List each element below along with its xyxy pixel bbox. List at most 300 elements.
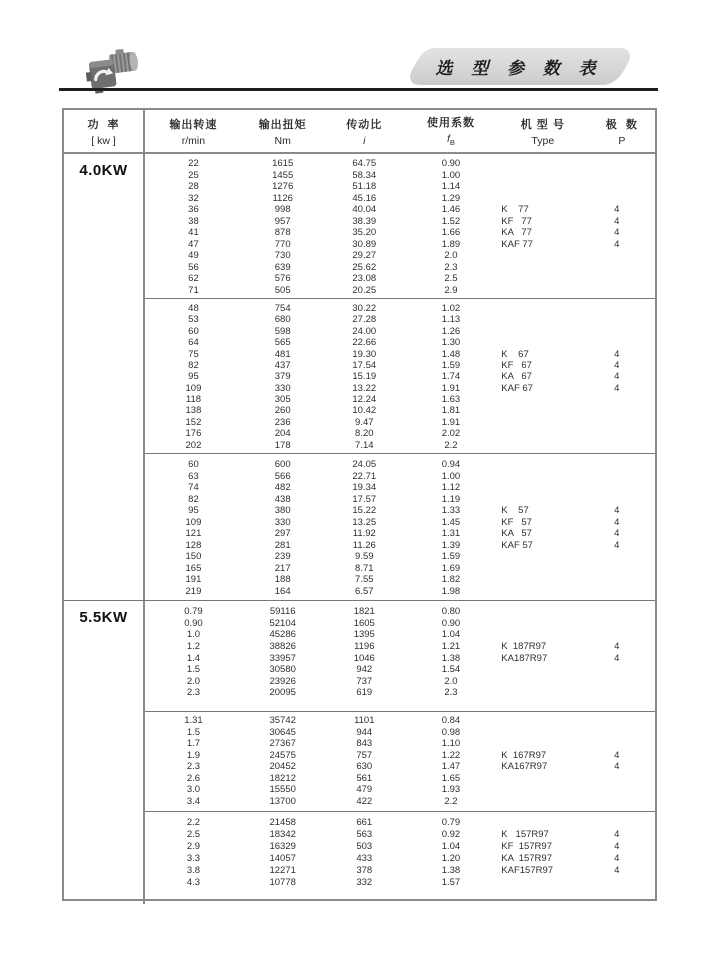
cell-speed: 1.5 (186, 664, 201, 676)
cell-service-factor: 1.00 (441, 470, 461, 482)
cell-torque: 754 (274, 302, 291, 314)
cell-ratio: 23.08 (352, 273, 377, 284)
table-row (145, 417, 655, 428)
cell-ratio: 332 (356, 877, 373, 889)
cell-torque: 38826 (269, 640, 296, 652)
cell-speed: 71 (188, 284, 199, 296)
cell-service-factor: 1.54 (441, 664, 461, 676)
cell-poles: 4 (614, 516, 620, 528)
cell-type: KAF157R97 (501, 865, 554, 877)
cell-speed: 3.3 (186, 853, 201, 865)
cell-ratio: 433 (356, 853, 373, 865)
cell-speed: 1.5 (186, 726, 201, 738)
table-row (145, 170, 655, 182)
table-row (145, 239, 655, 251)
cell-ratio: 24.00 (352, 325, 377, 337)
cell-torque: 35742 (269, 715, 296, 726)
cell-torque: 878 (274, 227, 291, 238)
cell-poles: 4 (614, 841, 620, 853)
cell-torque: 30645 (269, 726, 296, 738)
table-row (145, 383, 655, 394)
cell-speed: 2.3 (186, 687, 201, 699)
header-poles: 极 数 P (605, 118, 638, 147)
cell-torque: 379 (274, 371, 291, 383)
cell-ratio: 1605 (353, 617, 375, 629)
cell-torque: 1615 (272, 158, 294, 169)
cell-service-factor: 1.59 (441, 551, 461, 562)
table-row (145, 563, 655, 575)
power-section (64, 600, 655, 904)
cell-speed: 60 (188, 459, 199, 470)
cell-service-factor: 1.10 (441, 738, 461, 749)
cell-poles: 4 (614, 640, 620, 652)
cell-ratio: 9.47 (355, 416, 374, 428)
cell-ratio: 378 (356, 865, 373, 877)
cell-service-factor: 1.02 (441, 302, 461, 314)
cell-speed: 62 (188, 273, 199, 284)
cell-service-factor: 0.98 (441, 726, 461, 738)
cell-service-factor: 0.94 (441, 459, 461, 470)
cell-torque: 576 (274, 273, 291, 284)
cell-service-factor: 1.59 (441, 359, 461, 371)
cell-ratio: 1196 (354, 640, 375, 652)
cell-torque: 24575 (269, 749, 296, 761)
cell-speed: 3.8 (186, 865, 201, 877)
cell-speed: 2.5 (186, 829, 201, 841)
cell-type: KA 157R97 (501, 853, 552, 865)
table-row (145, 750, 655, 762)
cell-type: KAF 67 (501, 382, 533, 394)
cell-ratio: 10.42 (352, 405, 377, 417)
cell-ratio: 479 (356, 784, 373, 795)
table-body (64, 154, 655, 904)
cell-torque: 217 (274, 562, 291, 574)
cell-ratio: 15.22 (352, 505, 377, 516)
cell-speed: 121 (185, 528, 202, 539)
table-row (145, 314, 655, 325)
cell-type: K 187R97 (501, 640, 547, 652)
cell-ratio: 11.92 (352, 528, 376, 539)
table-row (145, 337, 655, 348)
cell-torque: 13700 (269, 795, 296, 807)
cell-speed: 0.79 (184, 606, 203, 618)
table-row (145, 303, 655, 314)
cell-speed: 74 (188, 482, 199, 493)
cell-poles: 4 (614, 749, 620, 761)
cell-service-factor: 1.29 (441, 192, 461, 204)
cell-speed: 2.0 (186, 675, 201, 687)
cell-service-factor: 1.39 (441, 539, 461, 551)
cell-ratio: 30.89 (352, 238, 377, 250)
table-row (145, 394, 655, 405)
cell-torque: 770 (274, 238, 291, 250)
cell-torque: 178 (274, 439, 291, 451)
ratio-group (145, 711, 655, 811)
cell-type: K 167R97 (501, 749, 547, 761)
cell-speed: 2.3 (186, 761, 201, 772)
cell-type: K 157R97 (501, 829, 549, 841)
cell-ratio: 30.22 (352, 302, 377, 314)
table-row (145, 606, 655, 618)
table-row (145, 841, 655, 853)
cell-poles: 4 (614, 829, 620, 841)
cell-service-factor: 1.30 (441, 337, 461, 349)
cell-torque: 566 (274, 470, 291, 482)
cell-type: K 57 (501, 505, 529, 516)
cell-ratio: 35.20 (352, 227, 377, 238)
cell-ratio: 17.54 (352, 359, 377, 371)
cell-type: KA167R97 (501, 761, 548, 772)
ratio-group (145, 811, 655, 904)
cell-torque: 380 (274, 505, 291, 516)
cell-type: KAF 77 (501, 238, 533, 250)
cell-speed: 4.3 (186, 877, 201, 889)
cell-torque: 305 (274, 394, 291, 406)
cell-poles: 4 (614, 528, 620, 539)
cell-torque: 565 (274, 337, 291, 349)
header-service-factor: 使用系数 $f_B$ (426, 117, 475, 148)
cell-speed: 2.6 (186, 772, 201, 784)
cell-poles: 4 (614, 227, 620, 238)
table-row (145, 158, 655, 170)
cell-service-factor: 1.65 (441, 772, 461, 784)
cell-ratio: 17.57 (352, 493, 377, 505)
cell-service-factor: 1.12 (441, 482, 461, 493)
cell-ratio: 1046 (353, 652, 375, 664)
cell-ratio: 24.05 (352, 459, 377, 470)
cell-speed: 49 (188, 250, 199, 261)
cell-speed: 1.2 (186, 640, 201, 652)
header-torque: 输出扭矩 Nm (258, 118, 307, 147)
table-row (145, 761, 655, 773)
header-power (64, 110, 145, 152)
ratio-group (145, 453, 655, 600)
cell-service-factor: 1.89 (441, 238, 461, 250)
cell-service-factor: 1.66 (441, 227, 461, 238)
cell-service-factor: 1.69 (441, 562, 461, 574)
cell-torque: 164 (274, 585, 291, 597)
cell-ratio: 19.30 (352, 348, 377, 360)
table-row (145, 829, 655, 841)
table-header-row (64, 110, 655, 154)
cell-service-factor: 1.14 (441, 181, 461, 192)
cell-speed: 38 (188, 215, 199, 227)
cell-ratio: 757 (356, 749, 373, 761)
cell-torque: 204 (274, 428, 291, 440)
cell-torque: 482 (274, 482, 291, 493)
cell-service-factor: 2.5 (444, 273, 458, 284)
cell-ratio: 630 (356, 761, 373, 772)
cell-ratio: 58.34 (352, 169, 377, 181)
table-row (145, 618, 655, 630)
cell-torque: 598 (274, 325, 291, 337)
cell-poles: 4 (614, 865, 620, 877)
table-row (145, 574, 655, 586)
table-row (145, 285, 655, 297)
cell-type: KA 57 (501, 528, 532, 539)
table-row (145, 471, 655, 483)
cell-type: KF 67 (501, 359, 532, 371)
table-row (145, 216, 655, 228)
cell-ratio: 51.18 (352, 181, 377, 192)
cell-speed: 48 (188, 302, 199, 314)
cell-service-factor: 2.02 (441, 428, 461, 440)
cell-speed: 36 (188, 204, 199, 215)
cell-speed: 1.0 (186, 629, 201, 641)
cell-speed: 95 (188, 505, 199, 516)
cell-ratio: 11.26 (352, 539, 376, 551)
cell-speed: 128 (185, 539, 202, 551)
cell-torque: 30580 (269, 664, 296, 676)
table-row (145, 784, 655, 796)
cell-service-factor: 1.38 (441, 865, 461, 877)
table-row (145, 586, 655, 598)
cell-type: KA 77 (501, 227, 532, 238)
cell-speed: 0.90 (184, 617, 203, 629)
cell-ratio: 563 (356, 829, 373, 841)
cell-torque: 438 (274, 493, 291, 505)
table-row (145, 853, 655, 865)
cell-service-factor: 2.2 (444, 795, 458, 807)
cell-service-factor: 1.38 (441, 652, 461, 664)
cell-ratio: 64.75 (352, 158, 377, 169)
cell-torque: 59116 (269, 606, 296, 618)
table-row (145, 494, 655, 506)
cell-poles: 4 (614, 853, 620, 865)
cell-ratio: 13.22 (352, 382, 377, 394)
cell-ratio: 22.71 (352, 470, 377, 482)
cell-service-factor: 1.00 (441, 169, 461, 181)
cell-poles: 4 (614, 371, 620, 383)
cell-speed: 1.31 (184, 715, 203, 726)
table-row (145, 262, 655, 274)
table-row (145, 250, 655, 262)
header-speed: 输出转速 r/min (169, 118, 218, 147)
table-row (145, 204, 655, 216)
cell-poles: 4 (614, 348, 620, 360)
header-type: 机 型 号 Type (520, 118, 565, 147)
cell-poles: 4 (614, 382, 620, 394)
cell-torque: 188 (274, 574, 291, 585)
cell-torque: 236 (274, 416, 291, 428)
cell-speed: 1.7 (186, 738, 201, 749)
ratio-group (145, 154, 655, 298)
cell-torque: 12271 (269, 865, 296, 877)
cell-torque: 481 (274, 348, 291, 360)
cell-service-factor: 1.57 (441, 877, 461, 889)
power-label: 4.0KW (64, 154, 145, 600)
cell-speed: 152 (185, 416, 202, 428)
cell-speed: 109 (185, 382, 202, 394)
table-row (145, 653, 655, 665)
cell-torque: 437 (274, 359, 291, 371)
cell-ratio: 737 (356, 675, 373, 687)
cell-speed: 82 (188, 359, 199, 371)
cell-speed: 53 (188, 314, 199, 326)
cell-service-factor: 1.52 (441, 215, 461, 227)
cell-torque: 21458 (269, 817, 296, 829)
cell-ratio: 7.55 (355, 574, 374, 585)
cell-service-factor: 2.9 (444, 284, 458, 296)
table-row (145, 687, 655, 699)
cell-type: KA 67 (501, 371, 532, 383)
cell-speed: 32 (188, 192, 199, 204)
cell-ratio: 15.19 (352, 371, 377, 383)
cell-ratio: 13.25 (352, 516, 377, 528)
cell-torque: 20095 (269, 687, 296, 699)
cell-ratio: 8.20 (355, 428, 374, 440)
table-row (145, 406, 655, 417)
title-banner (396, 47, 642, 87)
cell-poles: 4 (614, 359, 620, 371)
cell-type: K 77 (501, 204, 529, 215)
table-row (145, 181, 655, 193)
cell-torque: 297 (274, 528, 291, 539)
cell-speed: 1.9 (186, 749, 201, 761)
cell-service-factor: 0.79 (441, 817, 461, 829)
cell-ratio: 561 (356, 772, 373, 784)
table-row (145, 193, 655, 205)
cell-speed: 1.4 (186, 652, 201, 664)
table-row (145, 641, 655, 653)
cell-speed: 28 (188, 181, 199, 192)
cell-ratio: 20.25 (352, 284, 377, 296)
cell-ratio: 40.04 (352, 204, 377, 215)
cell-ratio: 422 (356, 795, 373, 807)
cell-speed: 3.4 (186, 795, 201, 807)
cell-type: KF 77 (501, 215, 532, 227)
cell-ratio: 27.28 (352, 314, 377, 326)
cell-ratio: 8.71 (355, 562, 374, 574)
cell-speed: 109 (185, 516, 202, 528)
cell-speed: 2.9 (186, 841, 201, 853)
cell-ratio: 25.62 (352, 261, 377, 273)
table-row (145, 551, 655, 563)
cell-speed: 82 (188, 493, 199, 505)
cell-speed: 118 (185, 394, 202, 406)
header-power-cn: 功 率 (87, 118, 120, 131)
cell-ratio: 619 (356, 687, 373, 699)
table-row (145, 459, 655, 471)
cell-torque: 998 (274, 204, 291, 215)
cell-service-factor: 1.22 (441, 749, 461, 761)
table-row (145, 349, 655, 360)
table-row (145, 676, 655, 688)
table-row (145, 482, 655, 494)
cell-speed: 64 (188, 337, 199, 349)
cell-type: KAF 57 (501, 539, 533, 551)
cell-service-factor: 1.04 (441, 629, 461, 641)
table-row (145, 865, 655, 877)
cell-poles: 4 (614, 761, 620, 772)
cell-torque: 1276 (272, 181, 294, 192)
table-row (145, 664, 655, 676)
cell-service-factor: 2.2 (444, 439, 458, 451)
cell-torque: 52104 (269, 617, 296, 629)
table-row (145, 326, 655, 337)
cell-service-factor: 0.84 (441, 715, 461, 726)
cell-service-factor: 1.82 (441, 574, 461, 585)
cell-poles: 4 (614, 505, 620, 516)
cell-speed: 2.2 (186, 817, 201, 829)
cell-speed: 60 (188, 325, 199, 337)
cell-torque: 18212 (269, 772, 296, 784)
cell-torque: 10778 (269, 877, 296, 889)
header-rule (59, 88, 658, 91)
cell-torque: 330 (274, 382, 291, 394)
cell-speed: 22 (188, 158, 199, 169)
cell-speed: 25 (188, 169, 199, 181)
cell-ratio: 1101 (354, 715, 375, 726)
table-row (145, 517, 655, 529)
cell-speed: 95 (188, 371, 199, 383)
header-power-unit: [ kw ] (91, 134, 116, 147)
table-row (145, 428, 655, 439)
table-row (145, 715, 655, 727)
cell-service-factor: 1.91 (441, 382, 461, 394)
table-row (145, 877, 655, 889)
cell-service-factor: 1.81 (441, 405, 461, 417)
page-title: 选 型 参 数 表 (435, 58, 603, 78)
power-label: 5.5KW (64, 601, 145, 904)
cell-speed: 47 (188, 238, 199, 250)
cell-service-factor: 1.20 (441, 853, 461, 865)
cell-ratio: 1395 (353, 629, 375, 641)
table-row (145, 727, 655, 739)
cell-service-factor: 1.19 (441, 493, 461, 505)
cell-speed: 202 (185, 439, 202, 451)
cell-torque: 18342 (269, 829, 296, 841)
table-row (145, 817, 655, 829)
cell-ratio: 503 (356, 841, 373, 853)
cell-service-factor: 2.3 (444, 687, 458, 699)
cell-ratio: 6.57 (355, 585, 374, 597)
cell-service-factor: 1.91 (441, 416, 461, 428)
cell-torque: 680 (274, 314, 291, 326)
cell-poles: 4 (614, 215, 620, 227)
table-row (145, 371, 655, 382)
cell-service-factor: 2.3 (444, 261, 458, 273)
cell-service-factor: 0.90 (441, 617, 461, 629)
cell-speed: 3.0 (186, 784, 201, 795)
cell-torque: 20452 (269, 761, 296, 772)
cell-torque: 1455 (272, 169, 294, 181)
cell-torque: 14057 (269, 853, 296, 865)
cell-torque: 15550 (269, 784, 296, 795)
cell-torque: 239 (274, 551, 291, 562)
cell-poles: 4 (614, 652, 620, 664)
table-row (145, 773, 655, 785)
cell-torque: 23926 (269, 675, 296, 687)
table-row (145, 273, 655, 285)
selection-parameter-table (62, 108, 657, 901)
cell-speed: 63 (188, 470, 199, 482)
cell-type: K 67 (501, 348, 529, 360)
cell-torque: 639 (274, 261, 291, 273)
cell-service-factor: 1.47 (441, 761, 461, 772)
cell-service-factor: 1.93 (441, 784, 461, 795)
ratio-group (145, 601, 655, 711)
cell-torque: 45286 (269, 629, 296, 641)
cell-speed: 56 (188, 261, 199, 273)
cell-poles: 4 (614, 204, 620, 215)
cell-poles: 4 (614, 238, 620, 250)
cell-service-factor: 2.0 (444, 250, 458, 261)
cell-ratio: 12.24 (352, 394, 377, 406)
cell-service-factor: 1.48 (441, 348, 461, 360)
cell-speed: 219 (185, 585, 202, 597)
cell-speed: 165 (185, 562, 202, 574)
